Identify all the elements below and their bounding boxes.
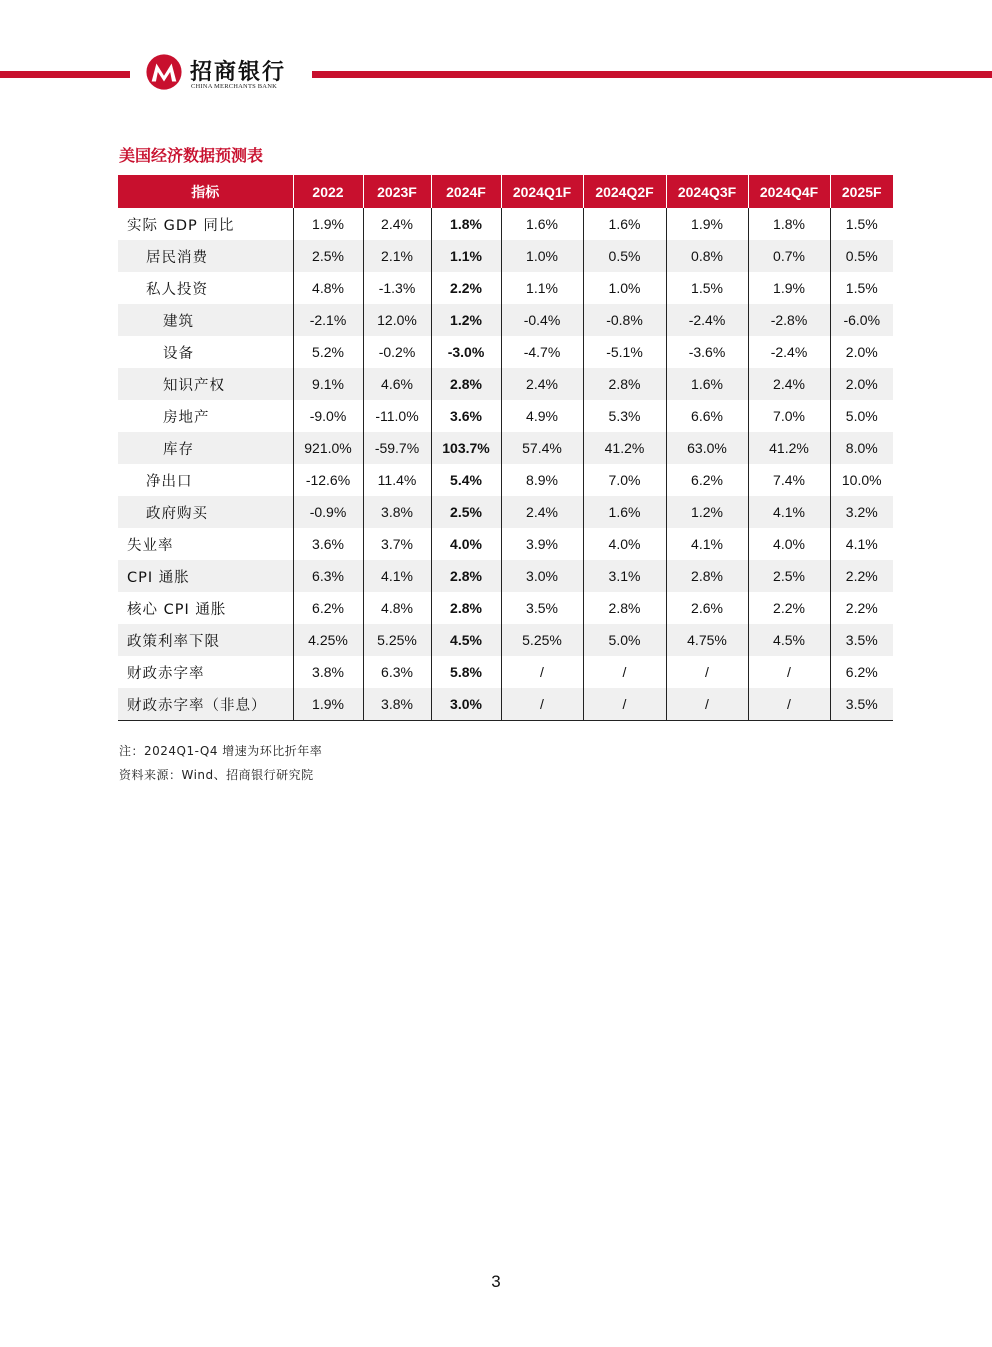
table-cell: 3.1% bbox=[583, 560, 666, 592]
table-cell: -0.2% bbox=[363, 336, 431, 368]
table-cell: -2.8% bbox=[748, 304, 830, 336]
table-cell: -3.0% bbox=[431, 336, 501, 368]
table-cell: 7.0% bbox=[583, 464, 666, 496]
table-cell: 5.0% bbox=[583, 624, 666, 656]
table-row bbox=[118, 304, 893, 336]
table-cell: 1.2% bbox=[431, 304, 501, 336]
table-cell: 3.6% bbox=[293, 528, 363, 560]
table-cell: / bbox=[583, 656, 666, 688]
table-cell: 0.8% bbox=[666, 240, 748, 272]
table-row bbox=[118, 624, 893, 656]
row-label: 财政赤字率（非息） bbox=[118, 688, 293, 721]
table-cell: 1.9% bbox=[748, 272, 830, 304]
table-cell: 4.5% bbox=[431, 624, 501, 656]
table-row bbox=[118, 560, 893, 592]
table-cell: 4.9% bbox=[501, 400, 583, 432]
table-row bbox=[118, 464, 893, 496]
row-label: 房地产 bbox=[118, 400, 293, 432]
table-cell: 63.0% bbox=[666, 432, 748, 464]
table-cell: 1.9% bbox=[666, 208, 748, 240]
table-cell: 3.5% bbox=[830, 624, 893, 656]
table-cell: 1.5% bbox=[845, 280, 878, 296]
table-row bbox=[118, 496, 893, 528]
table-row bbox=[118, 592, 893, 624]
brand-logo bbox=[142, 52, 312, 96]
row-label: 净出口 bbox=[118, 464, 293, 496]
table-cell: 2.4% bbox=[748, 368, 830, 400]
table-cell: 1.8% bbox=[748, 208, 830, 240]
table-cell: -11.0% bbox=[363, 400, 431, 432]
table-cell: / bbox=[748, 656, 830, 688]
table-cell: 1.9% bbox=[293, 208, 363, 240]
table-cell: 2.8% bbox=[666, 560, 748, 592]
table-row bbox=[118, 336, 893, 368]
table-cell: 2.2% bbox=[830, 560, 893, 592]
table-cell: 2.4% bbox=[501, 496, 583, 528]
table-cell: 4.6% bbox=[363, 368, 431, 400]
page-number: 3 bbox=[491, 1272, 501, 1291]
table-cell: 4.0% bbox=[431, 528, 501, 560]
table-cell: / bbox=[501, 688, 583, 721]
table-cell: 4.1% bbox=[845, 536, 878, 552]
table-cell: 5.8% bbox=[431, 656, 501, 688]
table-cell: 7.4% bbox=[748, 464, 830, 496]
table-cell: 4.8% bbox=[363, 592, 431, 624]
row-label: 财政赤字率 bbox=[118, 656, 293, 688]
table-cell: / bbox=[748, 688, 830, 721]
table-cell: 1.0% bbox=[583, 272, 666, 304]
table-header-row bbox=[118, 175, 893, 208]
table-cell: 1.2% bbox=[666, 496, 748, 528]
row-label: 设备 bbox=[118, 336, 293, 368]
table-cell: 4.0% bbox=[583, 528, 666, 560]
table-row bbox=[118, 432, 893, 464]
table-cell: 2.0% bbox=[845, 344, 878, 360]
table-cell: 3.7% bbox=[363, 528, 431, 560]
table-cell: 6.3% bbox=[293, 560, 363, 592]
row-label: 私人投资 bbox=[118, 272, 293, 304]
table-cell: -2.1% bbox=[293, 304, 363, 336]
table-cell: 4.1% bbox=[748, 496, 830, 528]
table-cell: 41.2% bbox=[748, 432, 830, 464]
table-cell: 4.1% bbox=[666, 528, 748, 560]
table-cell: 4.75% bbox=[666, 624, 748, 656]
table-cell: 2.8% bbox=[583, 368, 666, 400]
table-note: 注：2024Q1-Q4 增速为环比折年率 bbox=[119, 744, 323, 758]
brand-name-cn: 招商银行 bbox=[190, 59, 287, 85]
table-cell: 2.8% bbox=[431, 592, 501, 624]
table-cell: 3.5% bbox=[501, 592, 583, 624]
column-header: 2024Q3F bbox=[666, 175, 748, 208]
row-label: 核心 CPI 通胀 bbox=[118, 592, 293, 624]
table-cell: 8.9% bbox=[501, 464, 583, 496]
table-cell: 1.6% bbox=[583, 208, 666, 240]
table-cell: 2.2% bbox=[845, 600, 878, 616]
table-cell: 4.25% bbox=[293, 624, 363, 656]
table-cell: 1.0% bbox=[501, 240, 583, 272]
table-cell: 0.7% bbox=[748, 240, 830, 272]
table-cell: 2.5% bbox=[748, 560, 830, 592]
table-cell: 9.1% bbox=[293, 368, 363, 400]
table-cell: -1.3% bbox=[363, 272, 431, 304]
column-header: 2024F bbox=[431, 175, 501, 208]
column-header: 2022 bbox=[293, 175, 363, 208]
table-cell: 3.8% bbox=[363, 496, 431, 528]
table-cell: -2.4% bbox=[666, 304, 748, 336]
table-cell: 1.1% bbox=[501, 272, 583, 304]
table-cell: 5.3% bbox=[583, 400, 666, 432]
table-cell: 6.2% bbox=[666, 464, 748, 496]
table-cell: 3.0% bbox=[501, 560, 583, 592]
column-header: 2025F bbox=[830, 175, 893, 208]
table-row bbox=[118, 368, 893, 400]
row-label: 居民消费 bbox=[118, 240, 293, 272]
table-cell: 1.6% bbox=[666, 368, 748, 400]
table-cell: 4.5% bbox=[748, 624, 830, 656]
table-cell: 11.4% bbox=[363, 464, 431, 496]
table-cell: 4.1% bbox=[363, 560, 431, 592]
table-cell: -0.9% bbox=[293, 496, 363, 528]
table-cell: 10.0% bbox=[841, 472, 882, 488]
table-cell: 6.6% bbox=[666, 400, 748, 432]
table-cell: -3.6% bbox=[666, 336, 748, 368]
table-cell: 3.9% bbox=[501, 528, 583, 560]
table-cell: 12.0% bbox=[363, 304, 431, 336]
table-cell: 8.0% bbox=[830, 432, 893, 464]
table-row bbox=[118, 528, 893, 560]
table-cell: 41.2% bbox=[583, 432, 666, 464]
column-header: 2024Q1F bbox=[501, 175, 583, 208]
table-cell: 57.4% bbox=[501, 432, 583, 464]
table-cell: 3.8% bbox=[293, 656, 363, 688]
table-cell: 2.2% bbox=[748, 592, 830, 624]
forecast-table bbox=[118, 175, 893, 721]
table-row bbox=[118, 272, 893, 304]
table-cell: 1.5% bbox=[666, 272, 748, 304]
table-cell: 3.6% bbox=[431, 400, 501, 432]
table-row bbox=[118, 208, 893, 240]
table-cell: 6.3% bbox=[363, 656, 431, 688]
table-cell: 1.5% bbox=[845, 216, 878, 232]
column-header: 2024Q2F bbox=[583, 175, 666, 208]
table-row bbox=[118, 240, 893, 272]
table-cell: 5.25% bbox=[501, 624, 583, 656]
data-source: 资料来源：Wind、招商银行研究院 bbox=[119, 768, 314, 782]
row-label: 知识产权 bbox=[118, 368, 293, 400]
table-cell: 2.6% bbox=[666, 592, 748, 624]
table-cell: 5.2% bbox=[293, 336, 363, 368]
table-cell: -2.4% bbox=[748, 336, 830, 368]
table-cell: 3.2% bbox=[830, 496, 893, 528]
table-cell: 1.1% bbox=[431, 240, 501, 272]
table-cell: 6.2% bbox=[293, 592, 363, 624]
table-cell: / bbox=[666, 656, 748, 688]
table-cell: 2.4% bbox=[363, 208, 431, 240]
table-cell: / bbox=[666, 688, 748, 721]
table-cell: -0.8% bbox=[583, 304, 666, 336]
table-cell: 1.6% bbox=[583, 496, 666, 528]
column-header: 2023F bbox=[363, 175, 431, 208]
table-cell: 2.8% bbox=[431, 368, 501, 400]
row-label: 政策利率下限 bbox=[118, 624, 293, 656]
cmb-logo-icon bbox=[145, 53, 183, 91]
table-cell: 2.0% bbox=[830, 368, 893, 400]
row-label: 失业率 bbox=[118, 528, 293, 560]
table-row bbox=[118, 656, 893, 688]
table-cell: 2.5% bbox=[431, 496, 501, 528]
table-title: 美国经济数据预测表 bbox=[119, 146, 264, 165]
column-header: 2024Q4F bbox=[748, 175, 830, 208]
table-cell: -5.1% bbox=[583, 336, 666, 368]
table-cell: 103.7% bbox=[431, 432, 501, 464]
table-cell: 2.5% bbox=[293, 240, 363, 272]
row-label: 建筑 bbox=[118, 304, 293, 336]
table-cell: 3.0% bbox=[431, 688, 501, 721]
table-cell: / bbox=[583, 688, 666, 721]
table-cell: -0.4% bbox=[501, 304, 583, 336]
table-cell: 921.0% bbox=[293, 432, 363, 464]
row-label: 库存 bbox=[118, 432, 293, 464]
table-cell: 1.9% bbox=[293, 688, 363, 721]
table-cell: 3.8% bbox=[363, 688, 431, 721]
table-cell: / bbox=[501, 656, 583, 688]
table-row bbox=[118, 400, 893, 432]
row-label: CPI 通胀 bbox=[118, 560, 293, 592]
row-label: 政府购买 bbox=[118, 496, 293, 528]
table-cell: 0.5% bbox=[583, 240, 666, 272]
table-cell: 6.2% bbox=[845, 664, 878, 680]
table-cell: 5.4% bbox=[431, 464, 501, 496]
table-cell: 4.0% bbox=[748, 528, 830, 560]
table-cell: -9.0% bbox=[293, 400, 363, 432]
table-cell: -4.7% bbox=[501, 336, 583, 368]
table-cell: -59.7% bbox=[363, 432, 431, 464]
table-cell: 4.8% bbox=[293, 272, 363, 304]
table-cell: 3.5% bbox=[830, 688, 893, 721]
column-header-indicator: 指标 bbox=[118, 175, 293, 208]
header-rule-left bbox=[0, 71, 130, 78]
table-cell: 2.4% bbox=[501, 368, 583, 400]
row-label: 实际 GDP 同比 bbox=[118, 208, 293, 240]
header-rule-right bbox=[312, 71, 992, 78]
table-row bbox=[118, 688, 893, 721]
table-cell: -6.0% bbox=[830, 304, 893, 336]
table-cell: 2.2% bbox=[431, 272, 501, 304]
table-cell: 5.0% bbox=[845, 408, 878, 424]
table-cell: 1.6% bbox=[501, 208, 583, 240]
table-cell: 5.25% bbox=[363, 624, 431, 656]
table-cell: -12.6% bbox=[293, 464, 363, 496]
table-cell: 2.8% bbox=[583, 592, 666, 624]
table-cell: 1.8% bbox=[431, 208, 501, 240]
table-cell: 2.1% bbox=[363, 240, 431, 272]
table-cell: 7.0% bbox=[748, 400, 830, 432]
table-cell: 0.5% bbox=[830, 240, 893, 272]
brand-name-en: CHINA MERCHANTS BANK bbox=[191, 83, 277, 90]
table-cell: 2.8% bbox=[431, 560, 501, 592]
